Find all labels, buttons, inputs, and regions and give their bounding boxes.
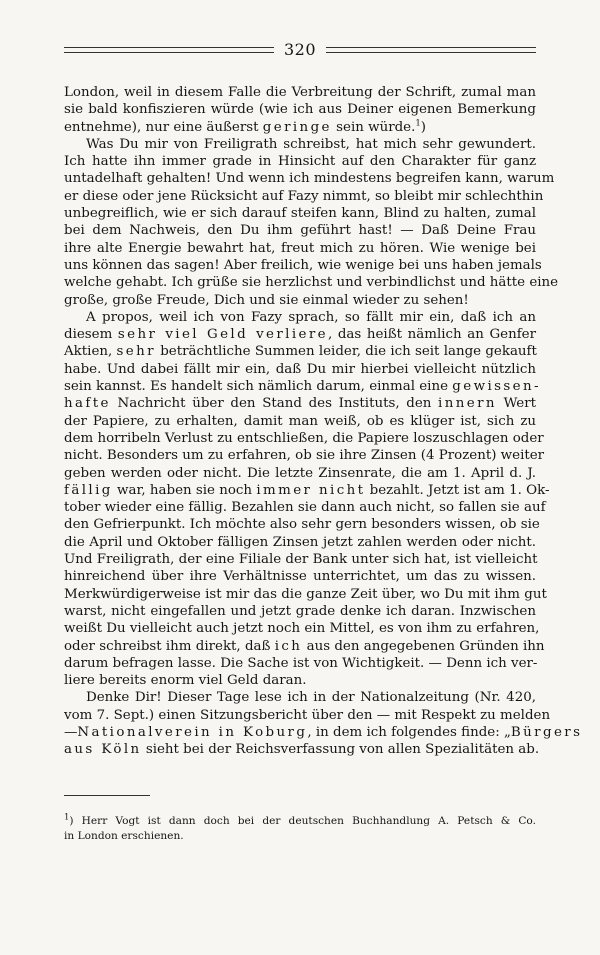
footnote-reference: 1 [415,118,421,129]
text-line: tober wieder eine fällig. Bezahlen sie dann auch nicht, so fallen sie auf [64,500,546,516]
text-line: uns können das sagen! Aber freilich, wie wenige bei uns haben jemals [64,257,542,273]
text-line: bei dem Nachweis, den Du ihm geführt hast! — Daß Deine Frau [64,223,536,239]
text-line: sein kannst. Es handelt sich nämlich darum, einmal eine gewissen- [64,379,541,395]
text-line: warst, nicht eingefallen und jetzt grade denke ich daran. Inzwischen [64,603,536,619]
footnote [64,814,536,843]
header-rule-right [326,47,536,53]
text-line: Und Freiligrath, der eine Filiale der Bank unter sich hat, ist vielleicht [64,552,538,568]
header-rule-left [64,47,274,53]
text-line: A propos, weil ich von Fazy sprach, so fällt mir ein, daß ich an [86,309,536,325]
footnote-line: in London erschienen. [64,829,184,842]
text-line: welche gehabt. Ich grüße sie herzlichst und verbindlichst und hätte eine [64,275,559,291]
text-line: Denke Dir! Dieser Tage lese ich in der Nationalzeitung (Nr. 420, [86,690,536,706]
text-line: hafte Nachricht über den Stand des Instituts, den innern Wert [64,396,536,412]
text-line: er diese oder jene Rücksicht auf Fazy nimmt, so bleibt mir schlechthin [64,188,544,204]
text-line: Aktien, sehr beträchtliche Summen leider, die ich seit lange gekauft [64,344,537,360]
text-line: ihre alte Energie bewahrt hat, freut mich zu hören. Wie wenige bei [64,240,536,256]
page-header [64,38,536,62]
footnote-line: $^1$) Herr Vogt ist dann doch bei der deutschen Buchhandlung A. Petsch & Co. [64,812,536,827]
text-line: London, weil in diesem Falle die Verbreitung der Schrift, zumal man [64,85,536,100]
text-line: —Nationalverein in Koburg, in dem ich folgendes finde: „Bürgers [64,724,583,740]
text-line: vom 7. Sept.) einen Sitzungsbericht über den — mit Respekt zu melden [64,707,551,723]
text-line: große, große Freude, Dich und sie einmal wieder zu sehen! [64,292,469,308]
text-line: habe. Und dabei fällt mir ein, daß Du mir hierbei vielleicht nützlich [64,361,536,377]
text-line: Merkwürdigerweise ist mir das die ganze Zeit über, wo Du mit ihm gut [64,586,547,602]
text-line: der Papiere, zu erhalten, damit man weiß, ob es klüger ist, sich zu [64,413,536,429]
text-line: unbegreiflich, wie er sich darauf steifen kann, Blind zu halten, zumal [64,206,536,222]
text-line: oder schreibst ihm direkt, daß ich aus den angegebenen Gründen ihn [64,638,545,654]
footnote-rule [64,795,150,796]
text-line: dem horribeln Verlust zu entschließen, die Papiere loszuschlagen oder [64,430,544,446]
text-line: darum befragen lasse. Die Sache ist von Wichtigkeit. — Denn ich ver- [64,655,538,671]
text-line: sie bald konfiszieren würde (wie ich aus Deiner eigenen Bemerkung [64,102,536,118]
text-line: hinreichend über ihre Verhältnisse unterrichtet, um das zu wissen. [64,569,536,585]
text-line: weißt Du vielleicht auch jetzt noch ein Mittel, es von ihm zu erfahren, [64,621,540,637]
text-line: fällig war, haben sie noch immer nicht bezahlt. Jetzt ist am 1. Ok- [64,482,550,498]
text-line: entnehme), nur eine äußerst geringe sein würde.$^1$) [64,118,427,135]
text-line: untadelhaft gehalten! Und wenn ich mindestens begreifen kann, warum [64,171,555,187]
text-line: diesem sehr viel Geld verliere, das heißt nämlich an Genfer [64,327,536,343]
page-number: 320 [283,40,317,59]
text-line: nicht. Besonders um zu erfahren, ob sie ihre Zinsen (4 Prozent) weiter [64,448,545,464]
text-line: die April und Oktober fälligen Zinsen jetzt zahlen werden oder nicht. [64,534,536,550]
footnote-marker: 1 [64,812,70,823]
text-line: geben werden oder nicht. Die letzte Zinsenrate, die am 1. April d. J. [64,465,536,481]
letter-text [64,84,583,759]
text-line: Was Du mir von Freiligrath schreibst, hat mich sehr gewundert. [86,136,536,152]
text-line: liere bereits enorm viel Geld daran. [64,673,307,689]
text-line: den Gefrierpunkt. Ich möchte also sehr gern besonders wissen, ob sie [64,517,540,533]
text-line: Ich hatte ihn immer grade in Hinsicht auf den Charakter für ganz [64,154,536,170]
text-line: aus Köln sieht bei der Reichsverfassung von allen Spezialitäten ab. [64,742,540,758]
